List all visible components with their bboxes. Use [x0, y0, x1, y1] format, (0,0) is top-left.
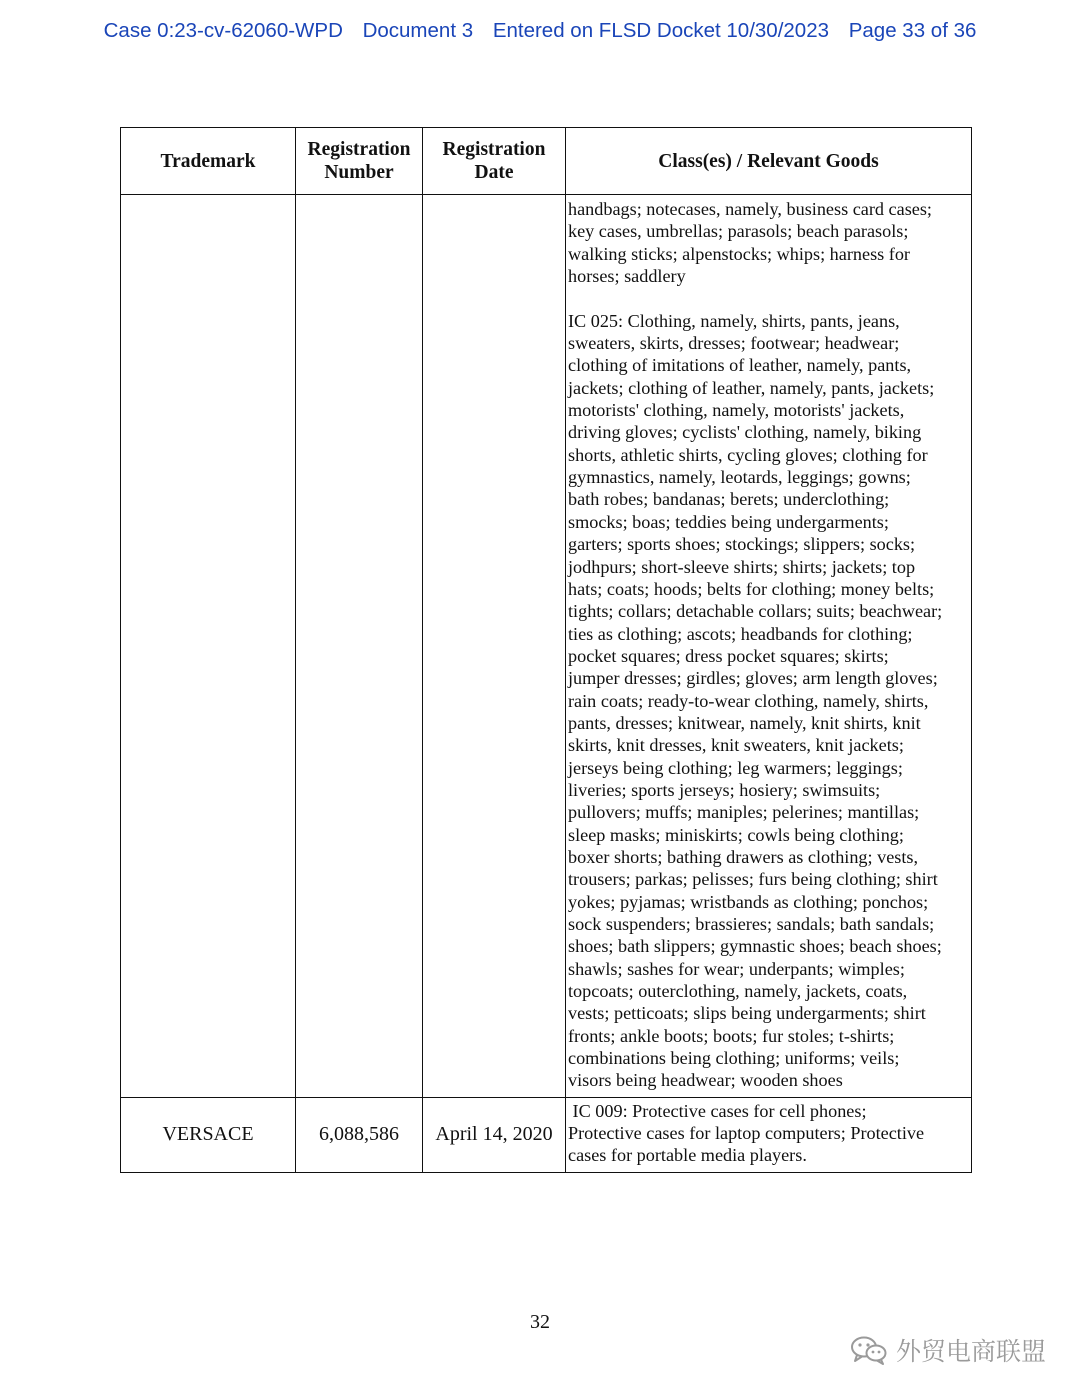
column-header-registration-number: Registration Number	[296, 128, 423, 195]
registration-number-cell: 6,088,586	[296, 1097, 423, 1172]
goods-paragraph	[568, 1100, 971, 1167]
goods-line: jodhpurs; short-sleeve shirts; shirts; jackets; top	[568, 556, 916, 577]
goods-line: shorts, athletic shirts, cycling gloves; clothing for	[568, 444, 928, 465]
goods-line: sock suspenders; brassieres; sandals; bath sandals;	[568, 914, 935, 934]
goods-cell	[566, 1097, 972, 1172]
watermark-text: 外贸电商联盟	[895, 1337, 1046, 1366]
goods-line: IC 025: Clothing, namely, shirts, pants, jeans,	[568, 310, 900, 331]
column-header-goods: Class(es) / Relevant Goods	[566, 128, 972, 195]
goods-line: visors being headwear; wooden shoes	[568, 1070, 843, 1091]
goods-cell	[566, 195, 972, 1098]
goods-line: ties as clothing; ascots; headbands for clothing;	[568, 623, 913, 644]
goods-line: driving gloves; cyclists' clothing, namely, biking	[568, 422, 922, 443]
goods-line: jerseys being clothing; leg warmers; leggings;	[568, 757, 903, 778]
wechat-icon	[850, 1335, 888, 1365]
column-header-trademark: Trademark	[121, 128, 296, 195]
table-header-row	[121, 128, 972, 195]
goods-paragraphs	[568, 198, 971, 1092]
case-number: Case 0:23-cv-62060-WPD	[103, 19, 343, 42]
table-row	[121, 195, 972, 1098]
goods-line: gymnastics, namely, leotards, leggings; gowns;	[568, 467, 911, 488]
table-row	[121, 1097, 972, 1172]
entered-on-docket: Entered on FLSD Docket 10/30/2023	[492, 19, 830, 42]
trademark-cell: VERSACE	[121, 1097, 296, 1172]
goods-line: cases for portable media players.	[568, 1145, 807, 1166]
goods-line: sleep masks; miniskirts; cowls being clothing;	[568, 824, 904, 845]
goods-line: topcoats; outerclothing, namely, jackets, coats,	[568, 981, 908, 1002]
goods-line: liveries; sports jerseys; hosiery; swimsuits;	[568, 779, 881, 800]
registration-number-cell	[296, 195, 423, 1098]
registration-date-cell	[423, 195, 566, 1098]
watermark	[850, 1332, 1046, 1368]
goods-line: yokes; pyjamas; wristbands as clothing; ponchos;	[568, 891, 929, 912]
trademark-table	[120, 127, 972, 1173]
document-number: Document 3	[362, 19, 474, 42]
goods-line: combinations being clothing; uniforms; veils;	[568, 1048, 900, 1069]
goods-line: skirts, knit dresses, knit sweaters, knit jackets;	[568, 735, 904, 756]
goods-line: boxer shorts; bathing drawers as clothing; vests,	[568, 846, 919, 867]
registration-date-cell: April 14, 2020	[423, 1097, 566, 1172]
goods-line: pants, dresses; knitwear, namely, knit shirts, knit	[568, 712, 921, 733]
goods-line: horses; saddlery	[568, 266, 686, 287]
goods-line: hats; coats; hoods; belts for clothing; money belts;	[568, 578, 935, 599]
page-of-total: Page 33 of 36	[848, 19, 977, 42]
goods-line: clothing of imitations of leather, namely, pants,	[568, 355, 912, 376]
goods-line: motorists' clothing, namely, motorists' jackets,	[568, 400, 905, 421]
goods-paragraph	[568, 310, 971, 1092]
goods-line: garters; sports shoes; stockings; slippers; socks;	[568, 534, 916, 555]
goods-paragraph	[568, 198, 971, 287]
goods-line: IC 009: Protective cases for cell phones;	[568, 1100, 867, 1121]
goods-line: sweaters, skirts, dresses; footwear; headwear;	[568, 333, 900, 354]
goods-line: jumper dresses; girdles; gloves; arm length gloves;	[568, 668, 938, 689]
goods-line: shoes; bath slippers; gymnastic shoes; beach shoes;	[568, 936, 942, 957]
goods-line: handbags; notecases, namely, business card cases;	[568, 199, 932, 219]
goods-line: bath robes; bandanas; berets; underclothing;	[568, 489, 890, 510]
goods-line: smocks; boas; teddies being undergarments;	[568, 511, 889, 532]
goods-line: rain coats; ready-to-wear clothing, namely, shirts,	[568, 690, 929, 711]
goods-line: walking sticks; alpenstocks; whips; harness for	[568, 243, 910, 264]
goods-line: fronts; ankle boots; boots; fur stoles; t-shirts;	[568, 1025, 895, 1046]
goods-line: vests; petticoats; slips being undergarments; shirt	[568, 1003, 926, 1024]
page-number: 32	[530, 1311, 550, 1333]
column-header-registration-date: Registration Date	[423, 128, 566, 195]
docket-header	[0, 19, 1080, 43]
goods-line: Protective cases for laptop computers; Protective	[568, 1123, 925, 1144]
trademark-cell	[121, 195, 296, 1098]
goods-line: tights; collars; detachable collars; suits; beachwear;	[568, 601, 943, 622]
goods-line: trousers; parkas; pelisses; furs being clothing; shirt	[568, 869, 938, 890]
goods-line: pocket squares; dress pocket squares; skirts;	[568, 645, 889, 666]
goods-line: shawls; sashes for wear; underpants; wimples;	[568, 958, 905, 979]
goods-line: pullovers; muffs; maniples; pelerines; mantillas;	[568, 802, 920, 823]
goods-line: jackets; clothing of leather, namely, pants, jackets;	[568, 377, 935, 398]
goods-line: key cases, umbrellas; parasols; beach parasols;	[568, 221, 909, 242]
